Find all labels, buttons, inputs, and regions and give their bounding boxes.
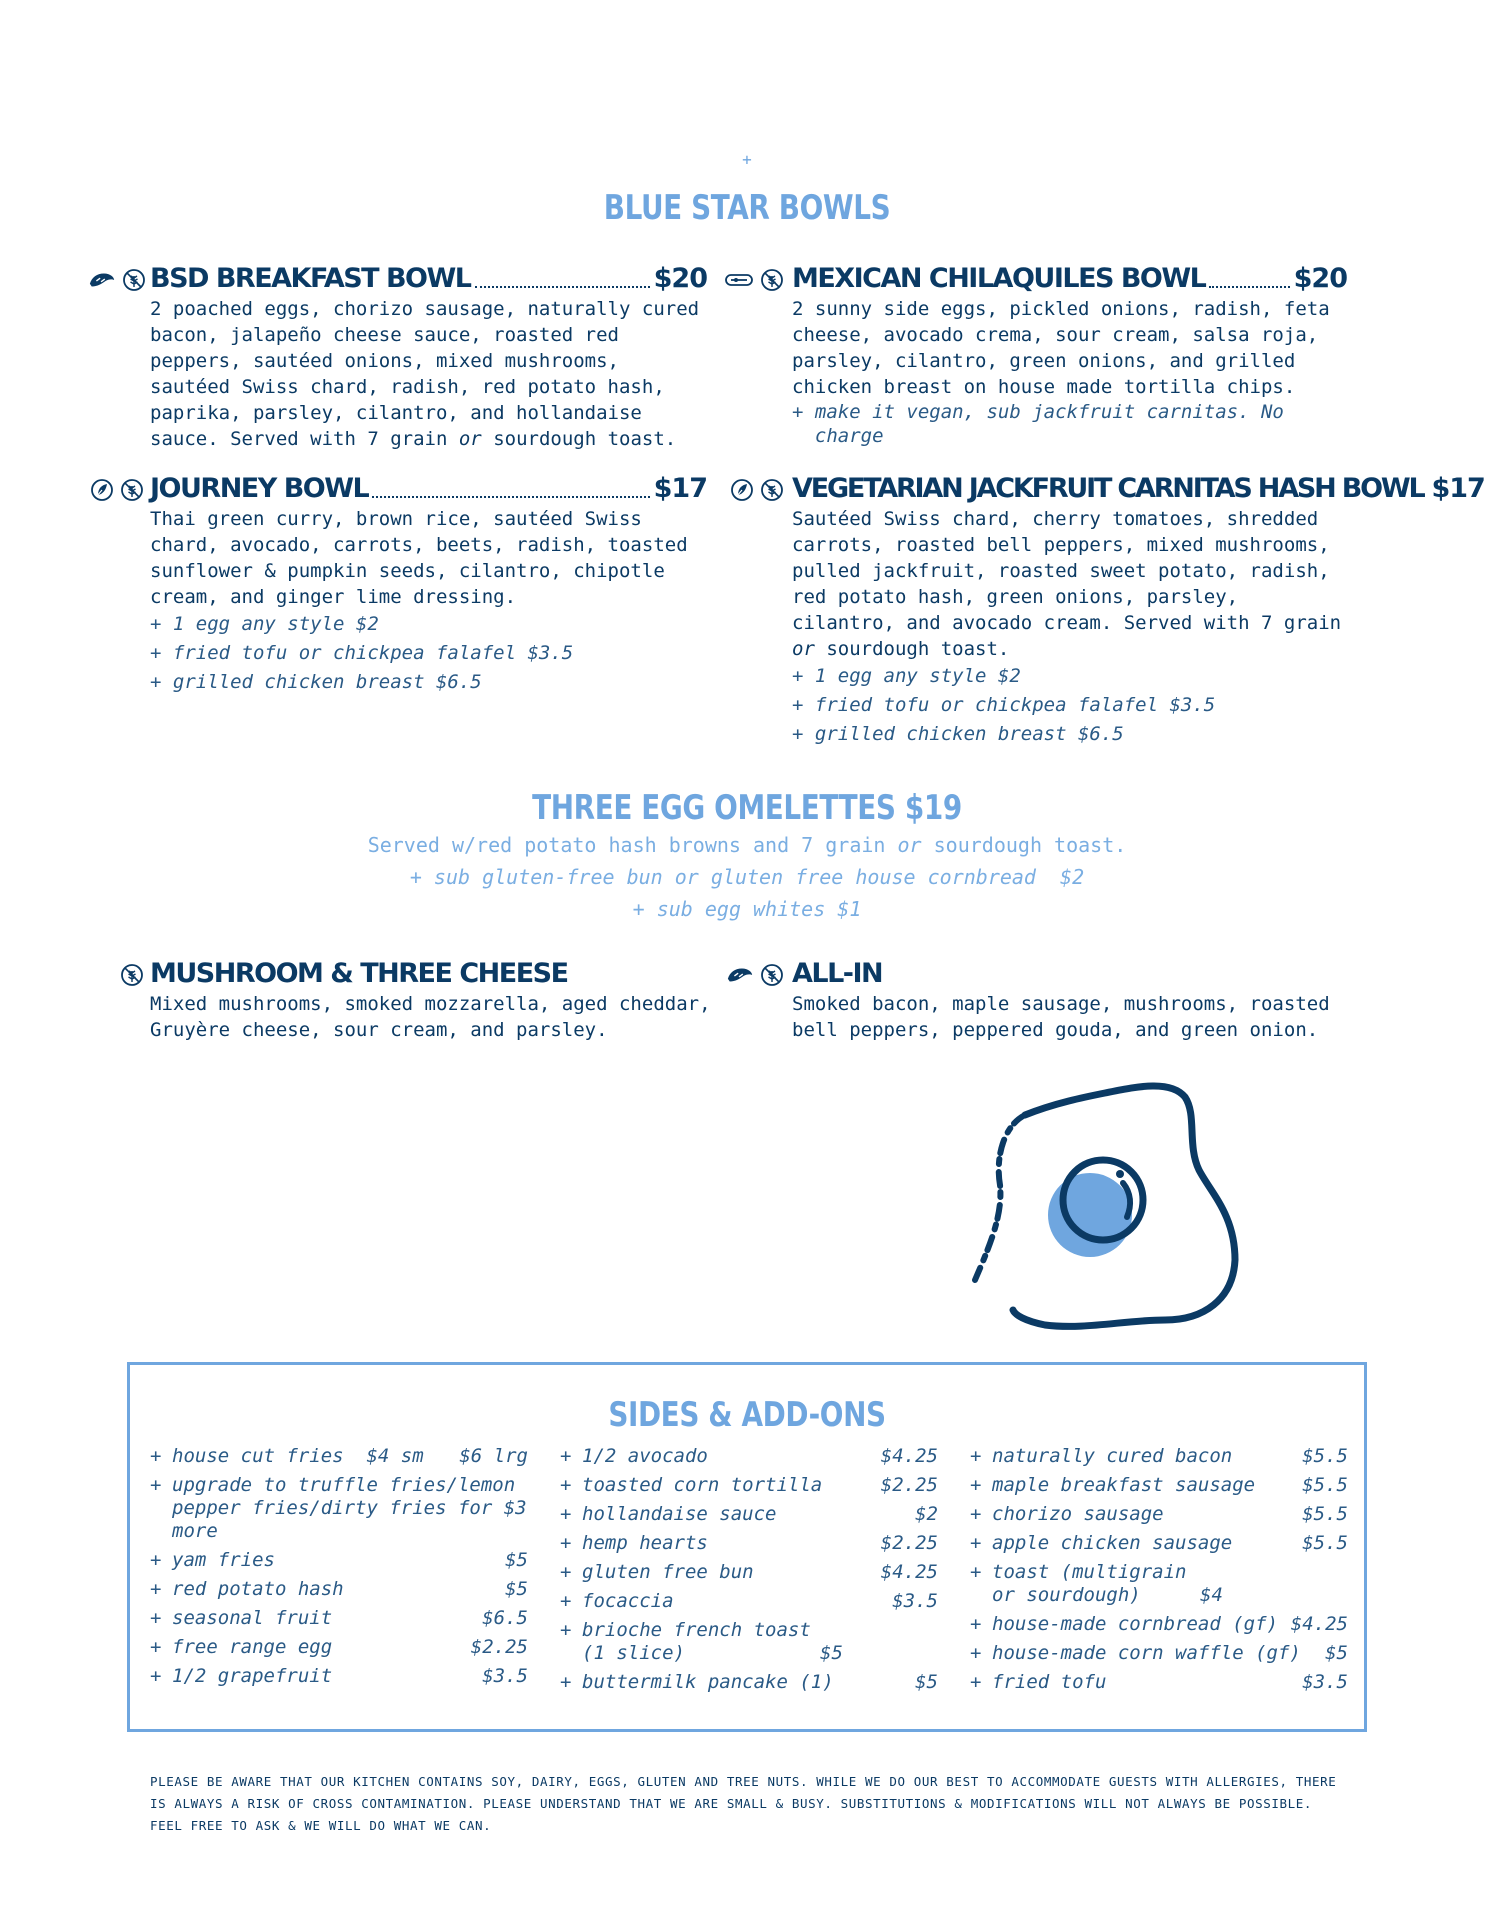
gluten-free-icon xyxy=(120,963,144,987)
addon-line: + fried tofu or chickpea falafel $3.5 xyxy=(792,694,1216,716)
omelettes-served-note: Served w/red potato hash browns and 7 grain or sourdough toast. xyxy=(367,833,1127,857)
gluten-free-icon xyxy=(760,478,784,502)
item-name: MUSHROOM & THREE CHEESE xyxy=(150,958,568,989)
item-price: $20 xyxy=(1293,263,1347,294)
menu-item-mushroom-three-cheese xyxy=(150,955,720,1043)
item-name: ALL-IN xyxy=(792,958,883,989)
side-item: + upgrade to truffle fries/lemon pepper fries/dirty fries for $3 more xyxy=(150,1474,527,1542)
addon-line: charge xyxy=(792,425,884,447)
menu-item-all-in xyxy=(792,955,1352,1043)
addon-line: + fried tofu or chickpea falafel $3.5 xyxy=(150,642,574,664)
menu-item-journey-bowl xyxy=(150,470,707,697)
side-item: + toasted corn tortilla $2.25 xyxy=(560,1474,938,1496)
bowls-section-title: BLUE STAR BOWLS xyxy=(603,188,891,228)
gluten-free-icon xyxy=(120,478,144,502)
sides-section-title: SIDES & ADD-ONS xyxy=(608,1395,886,1435)
sides-column-1 xyxy=(150,1445,528,1694)
side-item: + free range egg $2.25 xyxy=(150,1636,528,1658)
side-item: + naturally cured bacon $5.5 xyxy=(970,1445,1348,1467)
item-name: JOURNEY BOWL xyxy=(150,473,369,504)
side-item: + focaccia $3.5 xyxy=(560,1590,938,1612)
dot-leader xyxy=(372,496,649,498)
all-in-icons xyxy=(726,963,784,987)
addon-line: + grilled chicken breast $6.5 xyxy=(792,723,1124,745)
side-item: + 1/2 avocado $4.25 xyxy=(560,1445,938,1467)
item-price: $20 xyxy=(653,263,707,294)
item-description: 2 poached eggs, chorizo sausage, naturally cured bacon, jalapeño cheese sauce, roasted red peppers, sautéed onions, mixed mushrooms, sautéed Swiss chard, radish, red potato hash, paprika, parsley, cilantro, and hollandaise sauce. Served with 7 grain or sourdough toast. xyxy=(150,298,700,450)
vegan-icon xyxy=(90,478,114,502)
omelettes-sub-bun-note: + sub gluten-free bun or gluten free house cornbread $2 xyxy=(409,865,1085,889)
side-item: + buttermilk pancake (1) $5 xyxy=(560,1671,938,1693)
sides-column-2 xyxy=(560,1445,938,1700)
dot-leader xyxy=(475,286,650,288)
item-name: BSD BREAKFAST BOWL xyxy=(150,263,471,294)
bsd-breakfast-bowl-icons xyxy=(88,268,146,292)
addon-line: + grilled chicken breast $6.5 xyxy=(150,671,482,693)
journey-bowl-icons xyxy=(90,478,144,502)
gluten-free-icon xyxy=(760,963,784,987)
side-item: + hollandaise sauce $2 xyxy=(560,1503,938,1525)
vegetarian-jackfruit-bowl-icons xyxy=(730,478,784,502)
side-item: + house cut fries $4 sm $6 lrg xyxy=(150,1445,528,1467)
addon-line: + make it vegan, sub jackfruit carnitas. No xyxy=(792,401,1284,423)
side-item: + house-made corn waffle (gf) $5 xyxy=(970,1642,1348,1664)
side-item: + seasonal fruit $6.5 xyxy=(150,1607,528,1629)
item-name: VEGETARIAN JACKFRUIT CARNITAS HASH BOWL xyxy=(792,473,1424,504)
side-item: + yam fries $5 xyxy=(150,1549,528,1571)
item-description: Thai green curry, brown rice, sautéed Swiss chard, avocado, carrots, beets, radish, toasted sunflower & pumpkin seeds, cilantro, chipotle cream, and ginger lime dressing. xyxy=(150,508,688,608)
addon-line: + 1 egg any style $2 xyxy=(792,665,1021,687)
mexican-chilaquiles-bowl-icons xyxy=(724,268,784,292)
side-item: + fried tofu $3.5 xyxy=(970,1671,1348,1693)
item-description: Mixed mushrooms, smoked mozzarella, aged cheddar, Gruyère cheese, sour cream, and parsley. xyxy=(150,993,711,1041)
side-item: + red potato hash $5 xyxy=(150,1578,528,1600)
fried-egg-icon xyxy=(965,1075,1245,1345)
spicy-icon xyxy=(724,268,754,292)
side-item: + gluten free bun $4.25 xyxy=(560,1561,938,1583)
gluten-free-icon xyxy=(760,268,784,292)
meat-icon xyxy=(88,268,116,292)
vegan-icon xyxy=(730,478,754,502)
side-item: + house-made cornbread (gf) $4.25 xyxy=(970,1613,1348,1635)
item-description: 2 sunny side eggs, pickled onions, radish, feta cheese, avocado crema, sour cream, salsa roja, parsley, cilantro, green onions, and grilled chicken breast on house made tortilla chips. xyxy=(792,298,1330,398)
side-item: + maple breakfast sausage $5.5 xyxy=(970,1474,1348,1496)
dot-leader xyxy=(1209,286,1289,288)
side-item: + brioche french toast (1 slice) $5 xyxy=(560,1619,843,1664)
menu-item-mexican-chilaquiles-bowl xyxy=(792,260,1347,448)
mushroom-three-cheese-icons xyxy=(120,963,144,987)
item-price: $17 xyxy=(653,473,707,504)
sides-column-3 xyxy=(970,1445,1348,1700)
top-plus-ornament: + xyxy=(742,150,752,169)
side-item: + apple chicken sausage $5.5 xyxy=(970,1532,1348,1554)
sides-addons-box xyxy=(127,1362,1367,1732)
menu-item-vegetarian-jackfruit-carnitas-hash-bowl xyxy=(792,470,1485,749)
gluten-free-icon xyxy=(122,268,146,292)
omelettes-sub-egg-whites-note: + sub egg whites $1 xyxy=(632,897,862,921)
menu-item-bsd-breakfast-bowl xyxy=(150,260,707,452)
addon-line: + 1 egg any style $2 xyxy=(150,613,379,635)
side-item: + toast (multigrain or sourdough) $4 xyxy=(970,1561,1223,1606)
side-item: + chorizo sausage $5.5 xyxy=(970,1503,1348,1525)
side-item: + 1/2 grapefruit $3.5 xyxy=(150,1665,528,1687)
item-name: MEXICAN CHILAQUILES BOWL xyxy=(792,263,1206,294)
omelettes-section-title: THREE EGG OMELETTES $19 xyxy=(532,788,962,828)
item-description: Smoked bacon, maple sausage, mushrooms, roasted bell peppers, peppered gouda, and green onion. xyxy=(792,993,1330,1041)
meat-icon xyxy=(726,963,754,987)
item-price: $17 xyxy=(1431,473,1485,504)
allergy-disclaimer: PLEASE BE AWARE THAT OUR KITCHEN CONTAINS SOY, DAIRY, EGGS, GLUTEN AND TREE NUTS. WHILE WE DO OUR BEST TO ACCOMMODATE GUESTS WITH ALLERGIES, THERE IS ALWAYS A RISK OF CROSS CONTAMINATION. PLEASE UNDERSTAND THAT WE ARE SMALL & BUSY. SUBSTITUTIONS & MODIFICATIONS WILL NOT ALWAYS BE POSSIBLE. FEEL FREE TO ASK & WE WILL DO WHAT WE CAN. xyxy=(150,1774,1337,1833)
side-item: + hemp hearts $2.25 xyxy=(560,1532,938,1554)
item-description: Sautéed Swiss chard, cherry tomatoes, shredded carrots, roasted bell peppers, mixed mushrooms, pulled jackfruit, roasted sweet potato, radish, red potato hash, green onions, parsley, cilantro, and avocado cream. Served with 7 grain or sourdough toast. xyxy=(792,508,1342,660)
